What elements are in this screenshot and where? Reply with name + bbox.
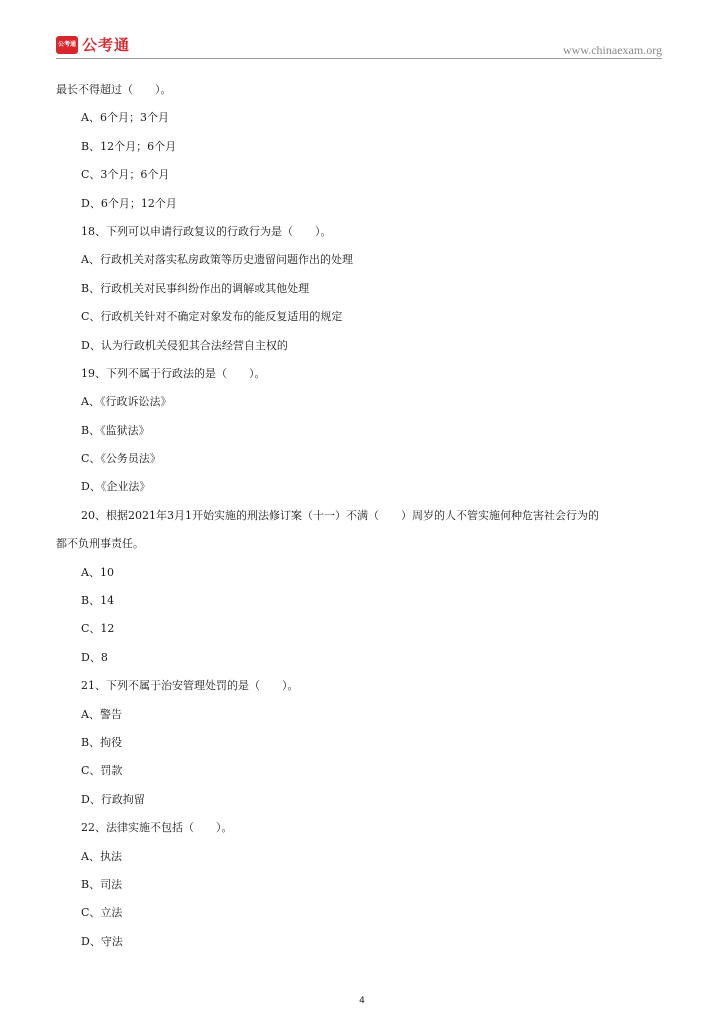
text-line: 都不负刑事责任。 xyxy=(56,537,144,551)
option-line: A、《行政诉讼法》 xyxy=(81,395,172,409)
option-line: A、执法 xyxy=(81,849,122,863)
option-line: B、司法 xyxy=(81,877,123,891)
question-line: 20、根据2021年3月1开始实施的刑法修订案（十一）不满（ ）周岁的人不管实施何种危害社会行为的 xyxy=(81,508,599,522)
option-line: A、10 xyxy=(81,565,114,579)
question-line: 21、下列不属于治安管理处罚的是（ ）。 xyxy=(81,679,299,693)
question-line: 22、法律实施不包括（ ）。 xyxy=(81,821,233,835)
option-line: C、12 xyxy=(81,622,115,636)
site-url: www.chinaexam.org xyxy=(563,43,662,57)
question-line: 18、下列可以申请行政复议的行政行为是（ ）。 xyxy=(81,224,332,238)
option-line: C、立法 xyxy=(81,906,123,920)
option-line: A、警告 xyxy=(81,707,122,721)
option-line: B、12个月；6个月 xyxy=(81,139,177,153)
document-body xyxy=(56,76,668,956)
page-number: 4 xyxy=(359,996,365,1006)
option-line: C、《公务员法》 xyxy=(81,452,161,466)
option-line: D、6个月；12个月 xyxy=(81,196,177,210)
brand-logo xyxy=(56,34,130,55)
option-line: D、认为行政机关侵犯其合法经营自主权的 xyxy=(81,338,288,352)
option-line: C、罚款 xyxy=(81,764,123,778)
question-line: 19、下列不属于行政法的是（ ）。 xyxy=(81,366,266,380)
option-line: A、行政机关对落实私房政策等历史遗留问题作出的处理 xyxy=(81,253,353,267)
option-line: C、3个月；6个月 xyxy=(81,168,170,182)
option-line: D、行政拘留 xyxy=(81,792,145,806)
option-line: A、6个月；3个月 xyxy=(81,111,169,125)
option-line: C、行政机关针对不确定对象发布的能反复适用的规定 xyxy=(81,310,343,324)
option-line: D、守法 xyxy=(81,934,123,948)
option-line: B、行政机关对民事纠纷作出的调解或其他处理 xyxy=(81,281,310,295)
text-line: 最长不得超过（ ）。 xyxy=(56,83,172,96)
logo-text: 公考通 xyxy=(82,36,131,54)
logo-badge-icon: 公考通 xyxy=(56,36,78,54)
option-line: D、8 xyxy=(81,650,108,664)
option-line: B、拘役 xyxy=(81,735,123,749)
option-line: D、《企业法》 xyxy=(81,480,151,494)
option-line: B、《监狱法》 xyxy=(81,423,150,437)
page-header xyxy=(56,32,662,59)
option-line: B、14 xyxy=(81,594,115,608)
